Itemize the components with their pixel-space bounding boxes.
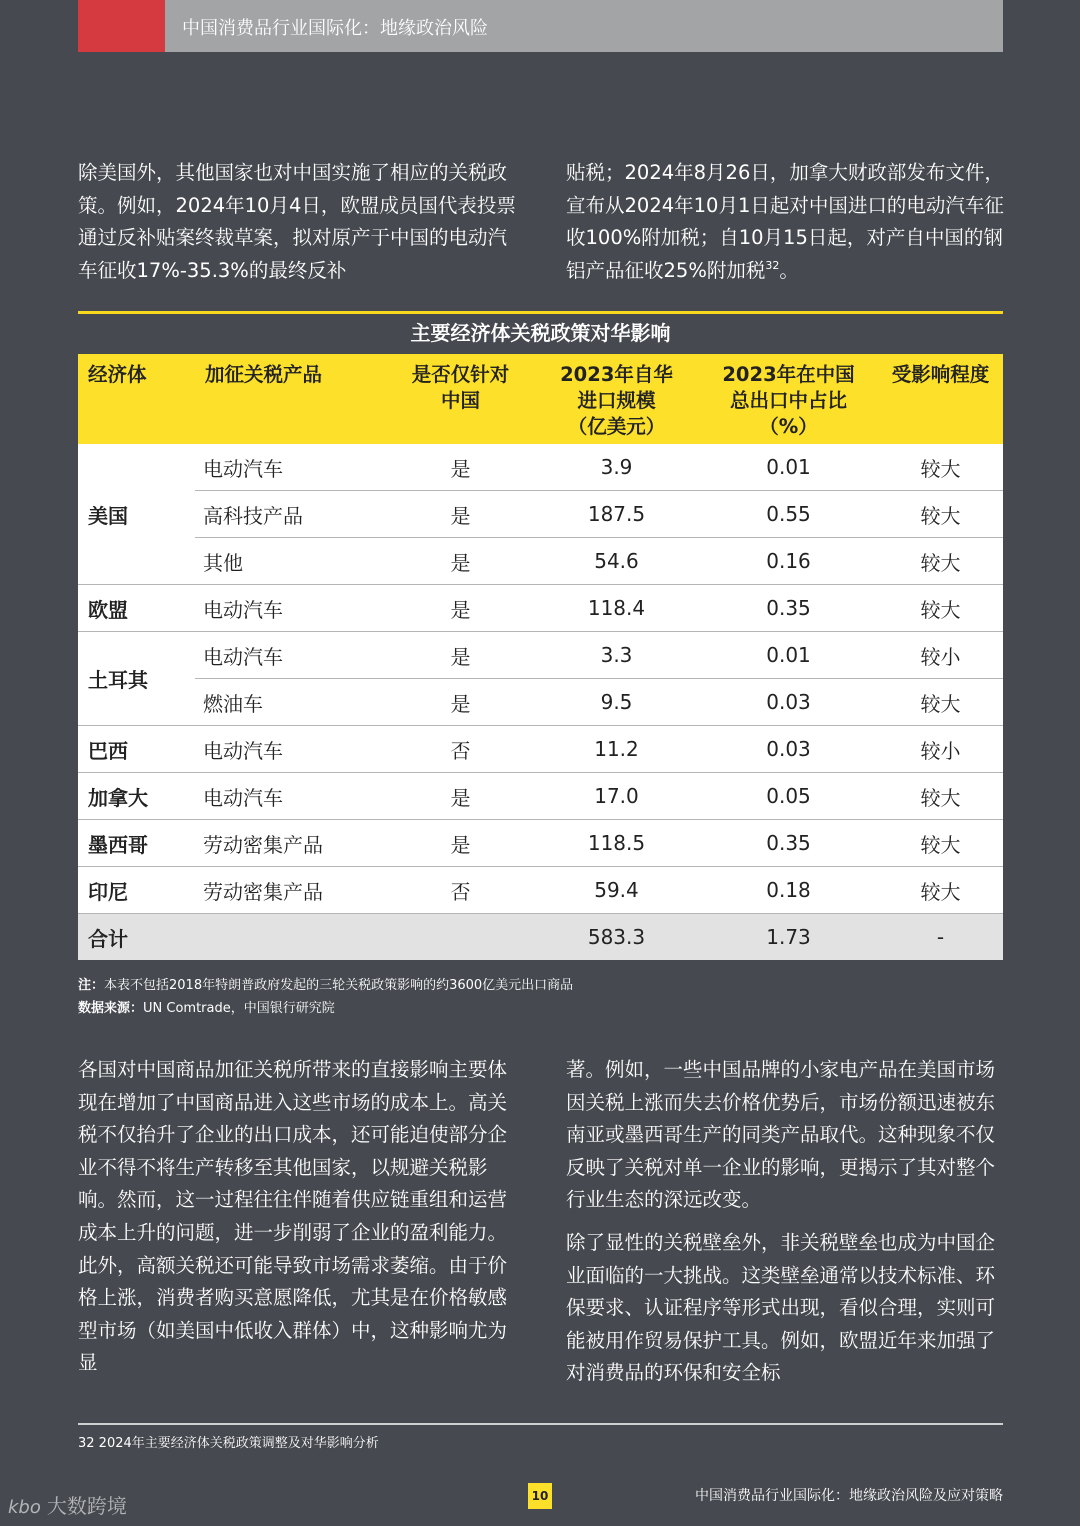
table-row xyxy=(78,773,1003,820)
table-source: 数据来源：UN Comtrade，中国银行研究院 xyxy=(78,1001,335,1016)
intro-right-text: 贴税；2024年8月26日，加拿大财政部发布文件，宣布从2024年10月1日起对中国进口的电动汽车征收100%附加税；自10月15日起，对产自中国的钢铝产品征收25%附加税 xyxy=(566,161,1004,282)
col-header-china-only: 是否仅针对 中国 xyxy=(387,354,534,444)
cell-share: 0.03 xyxy=(699,726,878,773)
cell-china-only: 是 xyxy=(387,491,534,538)
cell-china-only: 否 xyxy=(387,867,534,914)
cell-china-only: 是 xyxy=(387,444,534,491)
cell-china-only: 否 xyxy=(387,726,534,773)
table-row xyxy=(78,632,1003,679)
cell-economy: 印尼 xyxy=(78,867,195,914)
cell-china-only xyxy=(387,914,534,961)
cell-china-only: 是 xyxy=(387,773,534,820)
cell-product: 燃油车 xyxy=(195,679,387,726)
cell-product xyxy=(195,914,387,961)
cell-imports: 118.5 xyxy=(534,820,699,867)
table-header-row xyxy=(78,354,1003,444)
cell-total-impact: - xyxy=(878,914,1003,961)
cell-share: 0.35 xyxy=(699,585,878,632)
cell-imports: 59.4 xyxy=(534,867,699,914)
cell-product: 电动汽车 xyxy=(195,632,387,679)
cell-total-share: 1.73 xyxy=(699,914,878,961)
cell-total-label: 合计 xyxy=(78,914,195,961)
cell-imports: 17.0 xyxy=(534,773,699,820)
cell-economy: 土耳其 xyxy=(78,632,195,726)
cell-impact: 较大 xyxy=(878,773,1003,820)
table-title: 主要经济体关税政策对华影响 xyxy=(410,321,671,345)
col-header-product: 加征关税产品 xyxy=(195,354,387,444)
body-right-column xyxy=(566,1054,1006,1390)
col-header-economy: 经济体 xyxy=(78,354,195,444)
table-row xyxy=(78,491,1003,538)
table-row xyxy=(78,538,1003,585)
cell-economy: 巴西 xyxy=(78,726,195,773)
cell-china-only: 是 xyxy=(387,538,534,585)
cell-share: 0.05 xyxy=(699,773,878,820)
watermark-text: 大数跨境 xyxy=(46,1494,127,1518)
tariff-impact-table xyxy=(78,354,1003,960)
footnote-rule xyxy=(78,1423,1003,1425)
cell-share: 0.16 xyxy=(699,538,878,585)
body-left-text: 各国对中国商品加征关税所带来的直接影响主要体现在增加了中国商品进入这些市场的成本上。高关税不仅抬升了企业的出口成本，还可能迫使部分企业不得不将生产转移至其他国家，以规避关税影响。然而，这一过程往往伴随着供应链重组和运营成本上升的问题，进一步削弱了企业的盈利能力。此外，高额关税还可能导致市场需求萎缩。由于价格上涨，消费者购买意愿降低，尤其是在价格敏感型市场（如美国中低收入群体）中，这种影响尤为显 xyxy=(78,1058,508,1375)
cell-impact: 较小 xyxy=(878,632,1003,679)
table-row xyxy=(78,726,1003,773)
cell-imports: 11.2 xyxy=(534,726,699,773)
cell-china-only: 是 xyxy=(387,679,534,726)
body-right-paragraph-1: 著。例如，一些中国品牌的小家电产品在美国市场因关税上涨而失去价格优势后，市场份额迅速被东南亚或墨西哥生产的同类产品取代。这种现象不仅反映了关税对单一企业的影响，更揭示了其对整个行业生态的深远改变。 xyxy=(566,1058,996,1212)
cell-product: 电动汽车 xyxy=(195,585,387,632)
table-row xyxy=(78,444,1003,491)
cell-economy: 欧盟 xyxy=(78,585,195,632)
intro-left-column xyxy=(78,157,518,287)
cell-product: 电动汽车 xyxy=(195,444,387,491)
table-row xyxy=(78,679,1003,726)
cell-product: 电动汽车 xyxy=(195,726,387,773)
cell-economy: 加拿大 xyxy=(78,773,195,820)
header-title: 中国消费品行业国际化：地缘政治风险 xyxy=(182,18,488,39)
cell-total-imports: 583.3 xyxy=(534,914,699,961)
watermark-logo-icon: kbo xyxy=(8,1497,41,1518)
page-number: 10 xyxy=(528,1483,552,1509)
col-header-impact: 受影响程度 xyxy=(878,354,1003,444)
cell-imports: 3.9 xyxy=(534,444,699,491)
table-row xyxy=(78,820,1003,867)
cell-imports: 54.6 xyxy=(534,538,699,585)
watermark xyxy=(8,1490,127,1519)
cell-product: 劳动密集产品 xyxy=(195,820,387,867)
cell-impact: 较大 xyxy=(878,491,1003,538)
cell-impact: 较大 xyxy=(878,820,1003,867)
cell-economy: 墨西哥 xyxy=(78,820,195,867)
cell-share: 0.18 xyxy=(699,867,878,914)
cell-impact: 较大 xyxy=(878,585,1003,632)
cell-china-only: 是 xyxy=(387,820,534,867)
table-note: 注：本表不包括2018年特朗普政府发起的三轮关税政策影响的约3600亿美元出口商品 xyxy=(78,978,574,993)
cell-china-only: 是 xyxy=(387,585,534,632)
cell-share: 0.55 xyxy=(699,491,878,538)
intro-left-text: 除美国外，其他国家也对中国实施了相应的关税政策。例如，2024年10月4日，欧盟成员国代表投票通过反补贴案终裁草案，拟对原产于中国的电动汽车征收17%-35.3%的最终反补 xyxy=(78,161,516,282)
intro-right-paragraph xyxy=(566,157,1006,287)
cell-china-only: 是 xyxy=(387,632,534,679)
cell-share: 0.01 xyxy=(699,632,878,679)
footnote-32: 32 2024年主要经济体关税政策调整及对华影响分析 xyxy=(78,1436,379,1451)
table-top-rule xyxy=(78,311,1003,314)
footnote-ref-32[interactable]: 32 xyxy=(765,258,780,272)
cell-imports: 187.5 xyxy=(534,491,699,538)
cell-imports: 118.4 xyxy=(534,585,699,632)
cell-product: 高科技产品 xyxy=(195,491,387,538)
cell-share: 0.35 xyxy=(699,820,878,867)
page-header xyxy=(78,0,1003,52)
table-total-row xyxy=(78,914,1003,961)
table-notes xyxy=(78,974,573,1020)
cell-impact: 较大 xyxy=(878,538,1003,585)
col-header-imports: 2023年自华 进口规模 （亿美元） xyxy=(534,354,699,444)
cell-product: 其他 xyxy=(195,538,387,585)
body-left-column xyxy=(78,1054,518,1380)
footer-title: 中国消费品行业国际化：地缘政治风险及应对策略 xyxy=(695,1488,1003,1504)
header-red-block xyxy=(78,0,165,52)
cell-impact: 较大 xyxy=(878,679,1003,726)
cell-imports: 9.5 xyxy=(534,679,699,726)
cell-share: 0.03 xyxy=(699,679,878,726)
cell-impact: 较小 xyxy=(878,726,1003,773)
cell-economy: 美国 xyxy=(78,444,195,585)
cell-imports: 3.3 xyxy=(534,632,699,679)
cell-product: 劳动密集产品 xyxy=(195,867,387,914)
cell-share: 0.01 xyxy=(699,444,878,491)
cell-impact: 较大 xyxy=(878,867,1003,914)
cell-impact: 较大 xyxy=(878,444,1003,491)
table-row xyxy=(78,585,1003,632)
body-right-paragraph-2: 除了显性的关税壁垒外，非关税壁垒也成为中国企业面临的一大挑战。这类壁垒通常以技术标准、环保要求、认证程序等形式出现，看似合理，实则可能被用作贸易保护工具。例如，欧盟近年来加强了对消费品的环保和安全标 xyxy=(566,1230,996,1385)
col-header-share: 2023年在中国 总出口中占比 （%） xyxy=(699,354,878,444)
intro-right-column xyxy=(566,157,1006,287)
intro-right-end: 。 xyxy=(779,258,799,282)
table-row xyxy=(78,867,1003,914)
cell-product: 电动汽车 xyxy=(195,773,387,820)
